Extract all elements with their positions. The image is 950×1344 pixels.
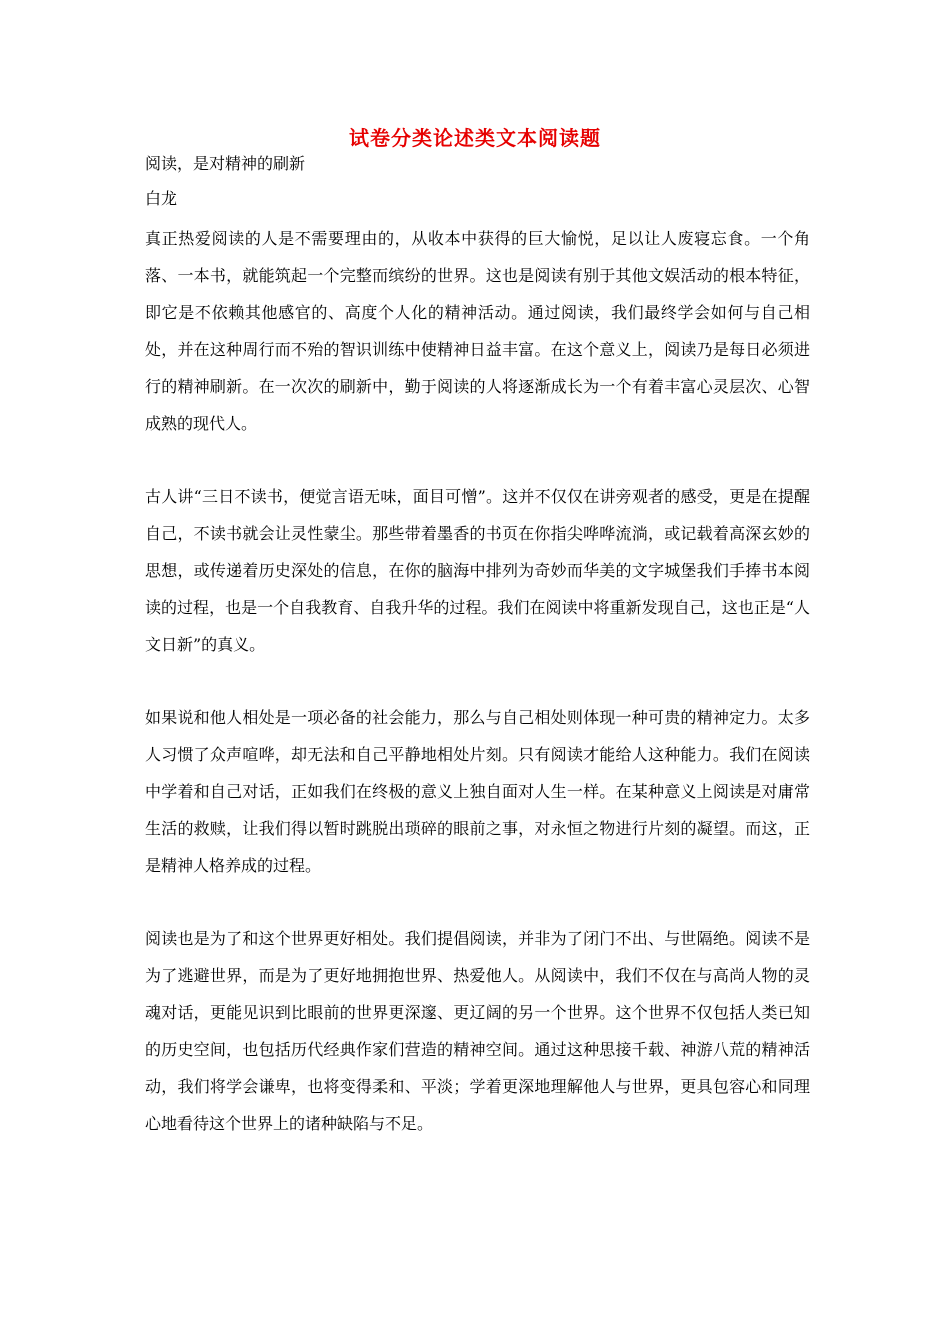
document-title: 试卷分类论述类文本阅读题 bbox=[349, 126, 601, 150]
article-subtitle: 阅读，是对精神的刷新 bbox=[145, 154, 306, 173]
article-author: 白龙 bbox=[145, 189, 178, 208]
article-body bbox=[145, 220, 810, 1142]
body-paragraph: 古人讲“三日不读书，便觉言语无味，面目可憎”。这并不仅仅在讲旁观者的感受，更是在提醒自己，不读书就会让灵性蒙尘。那些带着墨香的书页在你指尖哗哗流淌，或记载着高深玄妙的思想，或传递着历史深处的信息，在你的脑海中排列为奇妙而华美的文字城堡我们手捧书本阅读的过程，也是一个自我教育、自我升华的过程。我们在阅读中将重新发现自己，这也正是“人文日新”的真义。 bbox=[145, 487, 810, 654]
body-paragraph: 如果说和他人相处是一项必备的社会能力，那么与自己相处则体现一种可贵的精神定力。太多人习惯了众声喧哗，却无法和自己平静地相处片刻。只有阅读才能给人这种能力。我们在阅读中学着和自己对话，正如我们在终极的意义上独自面对人生一样。在某种意义上阅读是对庸常生活的救赎，让我们得以暂时跳脱出琐碎的眼前之事，对永恒之物进行片刻的凝望。而这，正是精神人格养成的过程。 bbox=[145, 708, 810, 875]
body-paragraph: 阅读也是为了和这个世界更好相处。我们提倡阅读，并非为了闭门不出、与世隔绝。阅读不是为了逃避世界，而是为了更好地拥抱世界、热爱他人。从阅读中，我们不仅在与高尚人物的灵魂对话，更能见识到比眼前的世界更深邃、更辽阔的另一个世界。这个世界不仅包括人类已知的历史空间，也包括历代经典作家们营造的精神空间。通过这种思接千载、神游八荒的精神活动，我们将学会谦卑，也将变得柔和、平淡；学着更深地理解他人与世界，更具包容心和同理心地看待这个世界上的诸种缺陷与不足。 bbox=[145, 929, 810, 1133]
body-paragraph: 真正热爱阅读的人是不需要理由的，从收本中获得的巨大愉悦，足以让人废寝忘食。一个角落、一本书，就能筑起一个完整而缤纷的世界。这也是阅读有别于其他文娱活动的根本特征，即它是不依赖其他感官的、高度个人化的精神活动。通过阅读，我们最终学会如何与自己相处，并在这种周行而不殆的智识训练中使精神日益丰富。在这个意义上，阅读乃是每日必须进行的精神刷新。在一次次的刷新中，勤于阅读的人将逐渐成长为一个有着丰富心灵层次、心智成熟的现代人。 bbox=[145, 229, 810, 433]
